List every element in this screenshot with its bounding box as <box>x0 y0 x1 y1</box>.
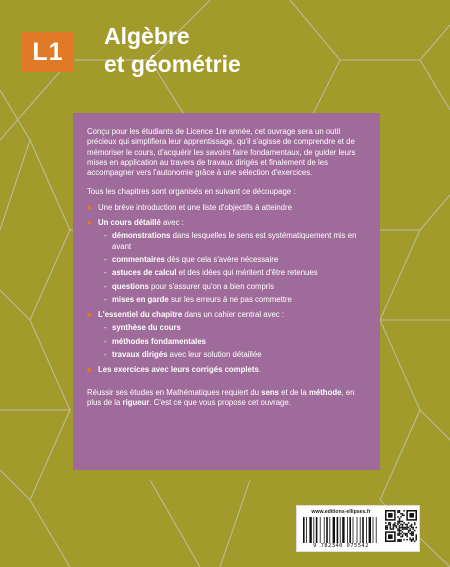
qr-module <box>397 516 399 518</box>
level-badge: L1 <box>22 32 74 72</box>
qr-module <box>414 530 416 532</box>
qr-module <box>414 524 416 526</box>
qr-module <box>402 521 404 523</box>
qr-module <box>388 522 390 524</box>
qr-module <box>403 522 405 524</box>
qr-module <box>390 525 392 527</box>
qr-module <box>412 534 414 536</box>
barcode-bar <box>329 517 330 543</box>
sub-item: - synthèse du cours <box>104 323 181 333</box>
qr-module <box>403 539 405 541</box>
barcode-bar <box>373 517 374 543</box>
barcode-bar <box>342 517 344 543</box>
qr-module <box>403 515 405 517</box>
qr-module <box>414 522 416 524</box>
book-title <box>104 22 241 78</box>
barcode-bar <box>360 517 361 543</box>
qr-module <box>394 522 396 524</box>
qr-module <box>399 521 401 523</box>
qr-module <box>412 531 414 533</box>
sub-item: - démonstrations dans lesquelles le sens est systématiquement mis en avant <box>104 231 357 251</box>
qr-module <box>385 527 387 529</box>
qr-module <box>385 522 387 524</box>
qr-module <box>412 533 414 535</box>
qr-module <box>402 531 404 533</box>
qr-module <box>405 533 407 535</box>
qr-module <box>388 534 393 539</box>
qr-module <box>397 540 399 542</box>
qr-module <box>385 528 387 530</box>
qr-module <box>402 527 404 529</box>
qr-module <box>393 527 395 529</box>
item-text: . <box>258 365 261 375</box>
qr-module <box>400 524 402 526</box>
qr-module <box>399 512 401 514</box>
qr-module <box>390 528 392 530</box>
qr-module <box>408 530 410 532</box>
qr-module <box>399 519 401 521</box>
qr-module <box>409 530 411 532</box>
barcode-bar <box>324 517 325 543</box>
qr-module <box>402 513 404 515</box>
sub-item: - astuces de calcul et des idées qui méritent d'être retenues <box>104 268 318 278</box>
barcode-bar <box>376 517 377 543</box>
qr-module <box>403 533 405 535</box>
qr-module <box>411 527 413 529</box>
qr-module <box>406 524 408 526</box>
qr-code-icon <box>385 510 417 542</box>
barcode-bar <box>369 517 371 543</box>
qr-module <box>400 530 402 532</box>
qr-module <box>394 524 396 526</box>
item-bold: Un cours détaillé <box>98 218 161 228</box>
qr-module <box>397 533 399 535</box>
sub-item: - mises en garde sur les erreurs à ne pas commettre <box>104 294 292 304</box>
barcode-icon <box>302 517 380 543</box>
qr-module <box>411 539 413 541</box>
qr-module <box>388 513 393 518</box>
qr-module <box>415 537 417 539</box>
qr-module <box>402 528 404 530</box>
barcode-bar <box>313 517 314 543</box>
qr-module <box>400 536 402 538</box>
qr-module <box>403 510 405 512</box>
qr-module <box>406 525 408 527</box>
barcode-bar <box>333 517 335 543</box>
qr-module <box>415 539 417 541</box>
bullet-icon: ■ <box>87 367 92 375</box>
qr-module <box>400 540 402 542</box>
qr-module <box>393 524 395 526</box>
qr-module <box>400 539 402 541</box>
qr-module <box>412 527 414 529</box>
qr-module <box>397 539 399 541</box>
list-item <box>87 203 366 213</box>
qr-module <box>411 531 413 533</box>
barcode-bar <box>306 517 307 543</box>
qr-module <box>403 528 405 530</box>
title-line-1: Algèbre <box>104 23 190 49</box>
qr-module <box>399 522 401 524</box>
list-item <box>87 218 366 305</box>
qr-module <box>388 524 390 526</box>
barcode-bar <box>362 517 364 543</box>
barcode-bar <box>347 517 348 543</box>
barcode-bar <box>303 517 305 543</box>
qr-module <box>397 530 399 532</box>
qr-module <box>399 527 401 529</box>
sub-item: - méthodes fondamentales <box>104 336 207 346</box>
qr-module <box>409 533 411 535</box>
qr-module <box>393 528 395 530</box>
qr-module <box>397 528 399 530</box>
qr-module <box>397 522 399 524</box>
intro-paragraph: Conçu pour les étudiants de Licence 1re année, cet ouvrage sera un outil précieux qui simplifiera leur apprentissage, qu'il s'agisse de comprendre et de mémoriser le cours, d'acquérir les savoirs faire fondamentaux, de guider leurs mises en application au travers de travaux dirigés et finalement de les accompagner vers l'autonomie grâce à une sélection d'exercices. <box>87 127 356 178</box>
qr-module <box>400 527 402 529</box>
qr-module <box>402 525 404 527</box>
qr-module <box>411 533 413 535</box>
qr-module <box>415 527 417 529</box>
qr-module <box>399 534 401 536</box>
qr-module <box>406 536 408 538</box>
qr-module <box>409 537 411 539</box>
qr-module <box>399 510 401 512</box>
qr-module <box>397 521 399 523</box>
qr-module <box>403 527 405 529</box>
qr-module <box>400 513 402 515</box>
qr-module <box>409 525 411 527</box>
barcode-box <box>296 505 420 552</box>
qr-module <box>396 527 398 529</box>
barcode-bar <box>309 517 311 543</box>
barcode-bar <box>326 517 328 543</box>
qr-module <box>415 534 417 536</box>
qr-module <box>405 528 407 530</box>
item-bold: L'essentiel du chapitre <box>98 310 183 320</box>
bullet-icon: ■ <box>87 220 92 228</box>
qr-module <box>387 525 389 527</box>
qr-module <box>400 516 402 518</box>
qr-module <box>391 528 393 530</box>
qr-module <box>399 525 401 527</box>
qr-module <box>397 510 399 512</box>
qr-module <box>406 533 408 535</box>
barcode-bar <box>349 517 351 543</box>
qr-module <box>411 534 413 536</box>
title-line-2: et géométrie <box>104 51 241 77</box>
qr-module <box>412 539 414 541</box>
qr-module <box>409 513 414 518</box>
closing-paragraph: Réussir ses études en Mathématiques requiert du sens et de la méthode, en plus de la rigueur. C'est ce que vous propose cet ouvrage. <box>87 387 355 407</box>
qr-module <box>399 518 401 520</box>
qr-module <box>402 534 404 536</box>
sub-item: - commentaires dès que cela s'avère nécessaire <box>104 254 279 264</box>
sub-item: - travaux dirigés avec leur solution détaillée <box>104 350 262 360</box>
qr-module <box>399 528 401 530</box>
qr-module <box>390 524 392 526</box>
qr-module <box>411 540 413 542</box>
barcode-bar <box>320 517 321 543</box>
qr-module <box>402 536 404 538</box>
list-item <box>87 365 366 375</box>
qr-module <box>397 524 399 526</box>
qr-module <box>399 531 401 533</box>
barcode-bar <box>366 517 367 543</box>
item-text: dans un cahier central avec : <box>182 310 285 320</box>
qr-module <box>405 534 407 536</box>
sub-item: - questions pour s'assurer qu'on a bien compris <box>104 281 275 291</box>
qr-module <box>399 530 401 532</box>
barcode-bar <box>357 517 358 543</box>
qr-module <box>390 527 392 529</box>
qr-module <box>408 527 410 529</box>
qr-module <box>399 539 401 541</box>
barcode-bar <box>353 517 354 543</box>
qr-module <box>400 521 402 523</box>
qr-module <box>405 524 407 526</box>
qr-module <box>408 531 410 533</box>
qr-module <box>408 522 410 524</box>
qr-module <box>397 512 399 514</box>
isbn-number: 9 782340 075542 <box>313 543 369 549</box>
qr-module <box>406 534 408 536</box>
qr-module <box>385 525 387 527</box>
qr-module <box>415 536 417 538</box>
qr-module <box>406 539 408 541</box>
qr-module <box>387 527 389 529</box>
qr-module <box>411 524 413 526</box>
qr-module <box>411 525 413 527</box>
list-item <box>87 310 366 360</box>
qr-module <box>387 528 389 530</box>
qr-module <box>412 537 414 539</box>
item-text: avec : <box>160 218 184 228</box>
qr-module <box>409 528 411 530</box>
description-panel <box>73 113 380 470</box>
publisher-url: www.editions-ellipses.fr <box>311 509 371 515</box>
item-bold: Les exercices avec leurs corrigés complets <box>98 365 259 375</box>
qr-module <box>402 524 404 526</box>
qr-module <box>402 515 404 517</box>
qr-module <box>396 525 398 527</box>
qr-module <box>397 534 399 536</box>
structure-intro: Tous les chapitres sont organisés en suivant ce découpage : <box>87 187 296 197</box>
qr-module <box>406 528 408 530</box>
qr-module <box>393 525 395 527</box>
barcode-bar <box>316 517 318 543</box>
barcode-bar <box>340 517 341 543</box>
qr-module <box>414 540 416 542</box>
qr-module <box>399 533 401 535</box>
qr-module <box>409 539 411 541</box>
qr-module <box>400 533 402 535</box>
qr-module <box>406 527 408 529</box>
qr-module <box>394 525 396 527</box>
barcode-bar <box>337 517 339 543</box>
qr-module <box>412 528 414 530</box>
qr-module <box>405 527 407 529</box>
bullet-icon: ■ <box>87 312 92 320</box>
qr-module <box>390 522 392 524</box>
bullet-icon: ■ <box>87 204 92 212</box>
qr-module <box>399 540 401 542</box>
item-text: Une brève introduction et une liste d'objectifs à atteindre <box>98 202 292 212</box>
